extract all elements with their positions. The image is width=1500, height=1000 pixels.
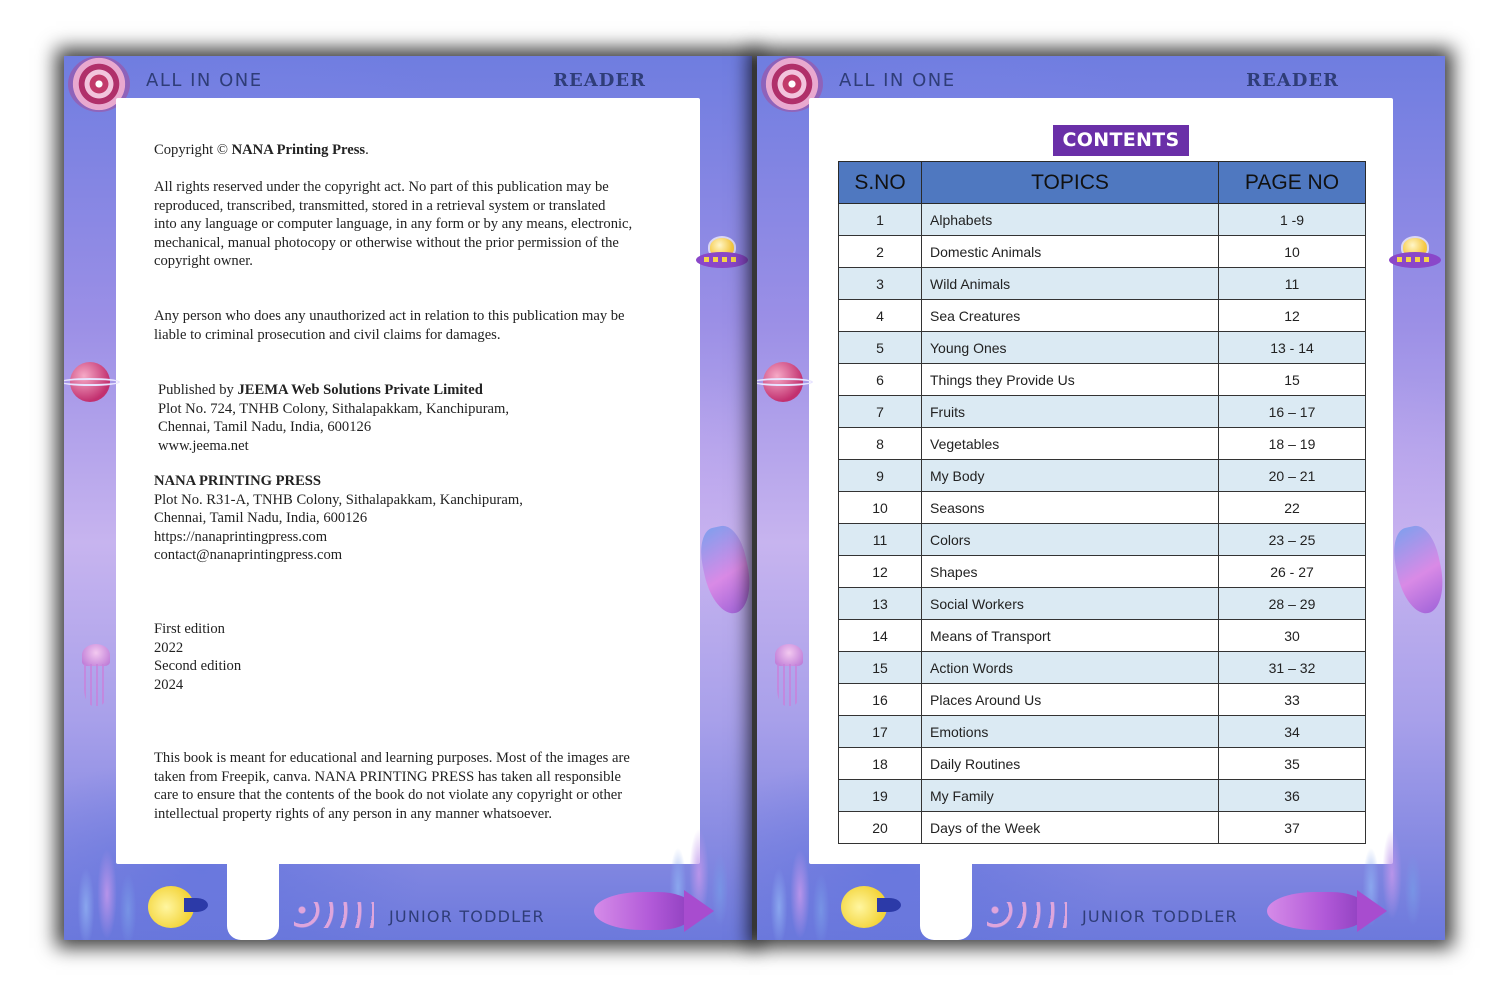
footer-junior-toddler: JUNIOR TODDLER [1082, 907, 1238, 926]
liability-line: liable to criminal prosecution and civil claims for damages. [154, 326, 501, 343]
contents-title: CONTENTS [1053, 125, 1189, 156]
row-sno: 20 [839, 812, 922, 844]
sheet-tab [227, 856, 279, 940]
row-topic: Vegetables [922, 428, 1219, 460]
table-row [839, 236, 1366, 268]
edition-block [154, 620, 660, 694]
table-row [839, 780, 1366, 812]
sheet-tab [920, 856, 972, 940]
row-topic: Young Ones [922, 332, 1219, 364]
printer-address-line: Plot No. R31-A, TNHB Colony, Sithalapakkam, Kanchipuram, [154, 491, 523, 508]
edition-line: 2022 [154, 639, 184, 656]
row-topic: Places Around Us [922, 684, 1219, 716]
row-page-no: 37 [1219, 812, 1366, 844]
row-topic: Emotions [922, 716, 1219, 748]
rights-line: copyright owner. [154, 253, 253, 269]
row-page-no: 11 [1219, 268, 1366, 300]
row-page-no: 36 [1219, 780, 1366, 812]
row-topic: Shapes [922, 556, 1219, 588]
printer-block [154, 472, 660, 565]
row-page-no: 1 -9 [1219, 204, 1366, 236]
row-page-no: 18 – 19 [1219, 428, 1366, 460]
contents-table [838, 161, 1366, 844]
rights-line: All rights reserved under the copyright act. No part of this publication may be [154, 179, 609, 195]
disclaimer-line: taken from Freepik, canva. NANA PRINTING PRESS has taken all responsible [154, 768, 621, 785]
row-sno: 14 [839, 620, 922, 652]
row-page-no: 15 [1219, 364, 1366, 396]
seahorse-icon [695, 522, 752, 617]
row-page-no: 30 [1219, 620, 1366, 652]
contents-page [757, 56, 1445, 940]
table-row [839, 620, 1366, 652]
edition-line: First edition [154, 621, 225, 637]
table-row [839, 268, 1366, 300]
row-page-no: 22 [1219, 492, 1366, 524]
row-sno: 7 [839, 396, 922, 428]
row-sno: 3 [839, 268, 922, 300]
disclaimer-line: intellectual property rights of any person in any manner whatsoever. [154, 805, 552, 822]
fish-school-icon [294, 902, 374, 928]
publisher-name: JEEMA Web Solutions Private Limited [237, 382, 483, 398]
row-topic: Days of the Week [922, 812, 1219, 844]
edition-line: Second edition [154, 658, 242, 674]
row-topic: Action Words [922, 652, 1219, 684]
table-row [839, 812, 1366, 844]
row-sno: 6 [839, 364, 922, 396]
publisher-block [158, 381, 664, 455]
row-topic: Social Workers [922, 588, 1219, 620]
publisher-address-line: Chennai, Tamil Nadu, India, 600126 [158, 419, 372, 435]
row-sno: 5 [839, 332, 922, 364]
footer-junior-toddler: JUNIOR TODDLER [389, 907, 545, 926]
publisher-address-line: Plot No. 724, TNHB Colony, Sithalapakkam, Kanchipuram, [158, 400, 510, 417]
rights-paragraph [154, 178, 660, 271]
row-page-no: 33 [1219, 684, 1366, 716]
row-topic: Seasons [922, 492, 1219, 524]
table-row [839, 332, 1366, 364]
row-page-no: 13 - 14 [1219, 332, 1366, 364]
table-row [839, 492, 1366, 524]
table-row [839, 460, 1366, 492]
row-page-no: 20 – 21 [1219, 460, 1366, 492]
liability-line: Any person who does any unauthorized act in relation to this publication may be [154, 308, 625, 324]
row-topic: My Family [922, 780, 1219, 812]
table-row [839, 748, 1366, 780]
rights-line: mechanical, manual photocopy or otherwise without the prior permission of the [154, 234, 619, 251]
row-sno: 13 [839, 588, 922, 620]
row-topic: Means of Transport [922, 620, 1219, 652]
jellyfish-icon [76, 644, 116, 708]
liability-paragraph [154, 307, 660, 344]
column-header-page-no: PAGE NO [1219, 162, 1366, 204]
table-row [839, 524, 1366, 556]
disclaimer-paragraph [154, 749, 660, 823]
row-page-no: 28 – 29 [1219, 588, 1366, 620]
copyright-prefix: Copyright © [154, 142, 232, 158]
row-sno: 12 [839, 556, 922, 588]
row-page-no: 23 – 25 [1219, 524, 1366, 556]
table-row [839, 556, 1366, 588]
row-topic: Daily Routines [922, 748, 1219, 780]
fish-icon [1267, 886, 1387, 936]
header-reader: READER [1246, 70, 1339, 91]
fish-school-icon [987, 902, 1067, 928]
published-by-label: Published by [158, 382, 238, 398]
row-sno: 8 [839, 428, 922, 460]
row-page-no: 34 [1219, 716, 1366, 748]
row-sno: 9 [839, 460, 922, 492]
row-sno: 18 [839, 748, 922, 780]
row-topic: Fruits [922, 396, 1219, 428]
row-page-no: 16 – 17 [1219, 396, 1366, 428]
row-sno: 15 [839, 652, 922, 684]
table-row [839, 364, 1366, 396]
row-page-no: 12 [1219, 300, 1366, 332]
disclaimer-line: care to ensure that the contents of the book do not violate any copyright or other [154, 787, 623, 803]
table-row [839, 396, 1366, 428]
edition-line: 2024 [154, 676, 184, 693]
table-row [839, 204, 1366, 236]
table-row [839, 716, 1366, 748]
column-header-topics: TOPICS [922, 162, 1219, 204]
row-topic: Domestic Animals [922, 236, 1219, 268]
row-sno: 17 [839, 716, 922, 748]
row-page-no: 26 - 27 [1219, 556, 1366, 588]
seaweed-icon [72, 816, 142, 940]
seaweed-icon [765, 816, 835, 940]
row-sno: 4 [839, 300, 922, 332]
row-page-no: 35 [1219, 748, 1366, 780]
printer-name: NANA PRINTING PRESS [154, 473, 322, 489]
header-reader: READER [553, 70, 646, 91]
row-sno: 10 [839, 492, 922, 524]
ufo-icon [1389, 236, 1441, 272]
copyright-owner: NANA Printing Press [231, 142, 366, 158]
printer-website: https://nanaprintingpress.com [154, 528, 328, 545]
row-topic: Things they Provide Us [922, 364, 1219, 396]
table-row [839, 652, 1366, 684]
row-topic: Sea Creatures [922, 300, 1219, 332]
row-sno: 1 [839, 204, 922, 236]
ufo-icon [696, 236, 748, 272]
row-sno: 19 [839, 780, 922, 812]
publisher-website: www.jeema.net [158, 437, 249, 454]
table-row [839, 300, 1366, 332]
column-header-sno: S.NO [839, 162, 922, 204]
row-sno: 11 [839, 524, 922, 556]
jellyfish-icon [769, 644, 809, 708]
row-sno: 16 [839, 684, 922, 716]
disclaimer-line: This book is meant for educational and learning purposes. Most of the images are [154, 750, 630, 766]
row-page-no: 31 – 32 [1219, 652, 1366, 684]
copyright-page [64, 56, 752, 940]
header-all-in-one: ALL IN ONE [146, 70, 263, 91]
copyright-line [154, 141, 660, 160]
table-row [839, 684, 1366, 716]
row-sno: 2 [839, 236, 922, 268]
printer-address-line: Chennai, Tamil Nadu, India, 600126 [154, 510, 368, 526]
copyright-suffix: . [365, 142, 369, 158]
fish-icon [594, 886, 714, 936]
table-row [839, 428, 1366, 460]
fish-icon [841, 882, 901, 932]
row-page-no: 10 [1219, 236, 1366, 268]
row-topic: Colors [922, 524, 1219, 556]
fish-icon [148, 882, 208, 932]
seahorse-icon [1388, 522, 1445, 617]
table-header-row [839, 162, 1366, 204]
rights-line: reproduced, transcribed, transmitted, stored in a retrieval system or translated [154, 197, 606, 214]
row-topic: Alphabets [922, 204, 1219, 236]
row-topic: My Body [922, 460, 1219, 492]
planet-icon [70, 362, 110, 402]
rights-line: into any language or computer language, in any form or by any means, electronic, [154, 216, 633, 232]
row-topic: Wild Animals [922, 268, 1219, 300]
table-row [839, 588, 1366, 620]
printer-email: contact@nanaprintingpress.com [154, 547, 343, 563]
header-all-in-one: ALL IN ONE [839, 70, 956, 91]
planet-icon [763, 362, 803, 402]
